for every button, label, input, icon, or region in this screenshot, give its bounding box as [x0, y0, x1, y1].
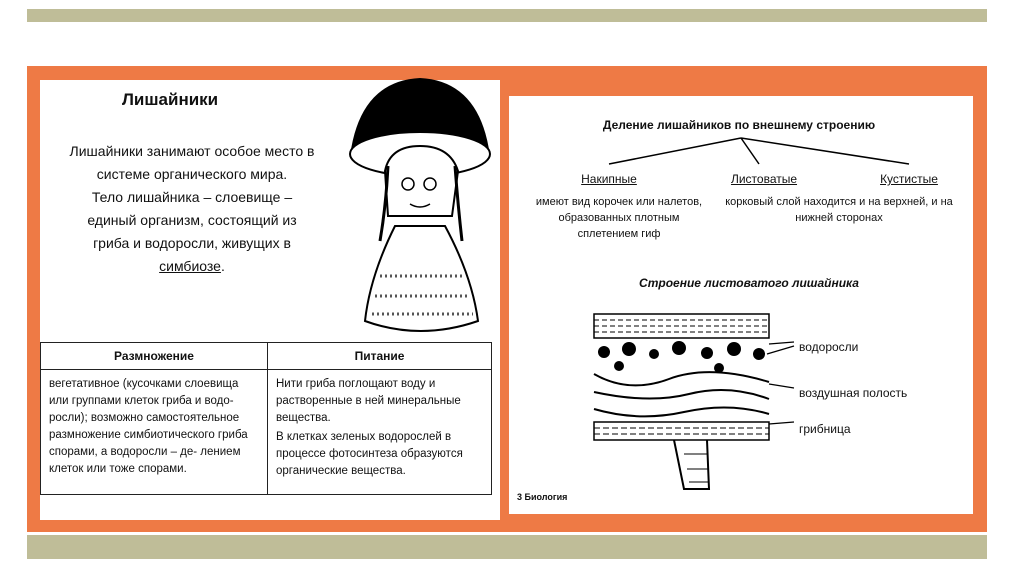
foliose-description: корковый слой находится и на верхней, и на нижней сторонах: [725, 196, 953, 224]
table-header: Размножение: [41, 343, 268, 370]
nutrition-text: В клетках зеленых водорослей в процессе фотосинтеза образуются органические вещества.: [276, 431, 463, 477]
lichen-cartoon-illustration: [340, 76, 500, 346]
lichen-types-panel: [509, 96, 973, 514]
intro-line: системе органического мира.: [96, 166, 288, 182]
nutrition-text: Нити гриба поглощают воду и растворенные в ней минеральные вещества.: [276, 378, 461, 424]
reproduction-nutrition-table: [40, 342, 492, 495]
intro-line: единый организм, состоящий из: [87, 212, 297, 228]
crustose-description: имеют вид корочек или налетов, образованных плотным сплетением гиф: [535, 196, 703, 240]
type-crustose: Накипные: [581, 172, 637, 186]
classification-connectors: [509, 96, 973, 176]
type-fruticose: Кустистые: [880, 172, 938, 186]
intro-line: Тело лишайника – слоевище –: [91, 189, 293, 205]
nutrition-cell: [268, 370, 492, 495]
intro-line: [54, 255, 330, 278]
table-header: Питание: [268, 343, 492, 370]
classification-title: Деление лишайников по внешнему строению: [602, 118, 876, 132]
intro-period: .: [220, 258, 225, 274]
label-mycelium: грибница: [799, 422, 851, 436]
bottom-band: [27, 535, 987, 559]
intro-line: гриба и водоросли, живущих в: [93, 235, 291, 251]
label-air-cavity: воздушная полость: [799, 386, 908, 400]
panel-title: Лишайники: [122, 90, 219, 109]
reproduction-cell: вегетативное (кусочками слоевища или группами клеток гриба и водо- росли); возможно самостоятельное размножение симбиотического гриба спорами, а водоросли – де- лением клеток или тоже спорами.: [41, 370, 268, 495]
page-footer: 3 Биология: [517, 492, 568, 502]
intro-line: Лишайники занимают особое место в: [69, 143, 315, 159]
lichens-info-panel: [40, 80, 500, 520]
structure-title: Строение листоватого лишайника: [639, 276, 859, 290]
label-algae: водоросли: [799, 340, 859, 354]
symbiosis-term: симбиозе: [159, 258, 221, 274]
top-band: [27, 9, 987, 22]
type-foliose: Листоватые: [730, 172, 798, 186]
intro-text: [54, 140, 330, 278]
